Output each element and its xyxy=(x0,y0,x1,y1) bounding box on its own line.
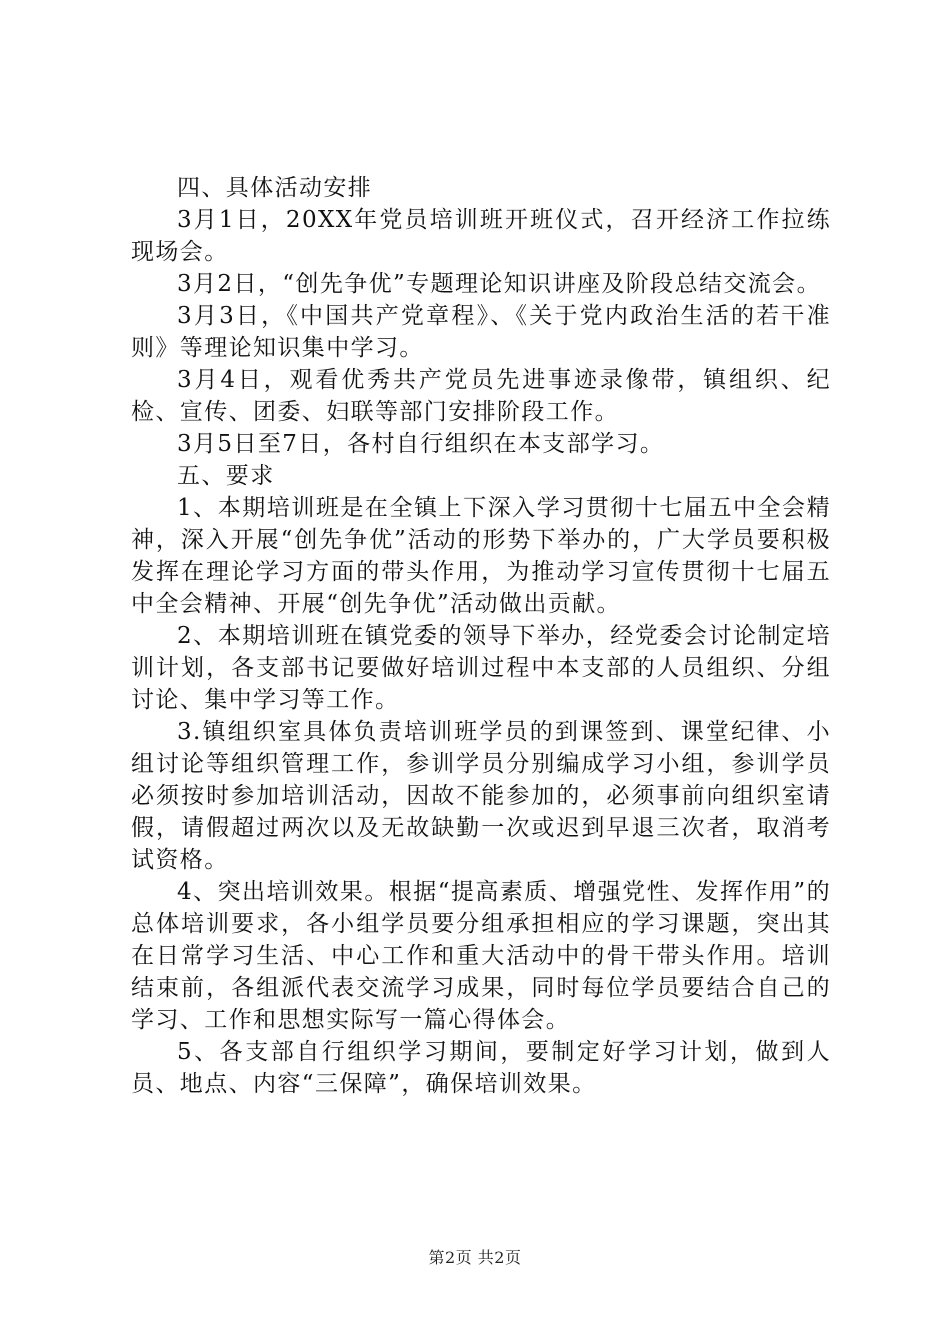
page-number-footer: 第2页 共2页 xyxy=(428,1248,522,1267)
schedule-item-march-5-7: 3月5日至7日，各村自行组织在本支部学习。 xyxy=(177,431,665,457)
requirement-3: 3.镇组织室具体负责培训班学员的到课签到、课堂纪律、小组讨论等组织管理工作，参训学员分别编成学习小组，参训学员必须按时参加培训活动，因故不能参加的，必须事前向组织室请假，请假超过两次以及无故缺勤一次或迟到早退三次者，取消考试资格。 xyxy=(131,719,831,873)
schedule-item-march-1: 3月1日，20XX年党员培训班开班仪式，召开经济工作拉练现场会。 xyxy=(131,207,831,265)
requirement-2: 2、本期培训班在镇党委的领导下举办，经党委会讨论制定培训计划，各支部书记要做好培训过程中本支部的人员组织、分组讨论、集中学习等工作。 xyxy=(131,623,831,713)
requirement-1: 1、本期培训班是在全镇上下深入学习贯彻十七届五中全会精神，深入开展“创先争优”活动的形势下举办的，广大学员要积极发挥在理论学习方面的带头作用，为推动学习宣传贯彻十七届五中全会精神、开展“创先争优”活动做出贡献。 xyxy=(131,495,831,617)
section-heading-activities: 四、具体活动安排 xyxy=(177,175,373,201)
schedule-item-march-2: 3月2日，“创先争优”专题理论知识讲座及阶段总结交流会。 xyxy=(177,271,821,297)
schedule-item-march-3: 3月3日，《中国共产党章程》、《关于党内政治生活的若干准则》等理论知识集中学习。 xyxy=(131,303,831,361)
section-heading-requirements: 五、要求 xyxy=(177,463,275,489)
requirement-5: 5、各支部自行组织学习期间，要制定好学习计划，做到人员、地点、内容“三保障”，确保培训效果。 xyxy=(131,1039,831,1097)
requirement-4: 4、突出培训效果。根据“提高素质、增强党性、发挥作用”的总体培训要求，各小组学员要分组承担相应的学习课题，突出其在日常学习生活、中心工作和重大活动中的骨干带头作用。培训结束前，各组派代表交流学习成果，同时每位学员要结合自己的学习、工作和思想实际写一篇心得体会。 xyxy=(131,879,831,1033)
document-body xyxy=(131,172,831,1100)
schedule-item-march-4: 3月4日，观看优秀共产党员先进事迹录像带，镇组织、纪检、宣传、团委、妇联等部门安排阶段工作。 xyxy=(131,367,831,425)
